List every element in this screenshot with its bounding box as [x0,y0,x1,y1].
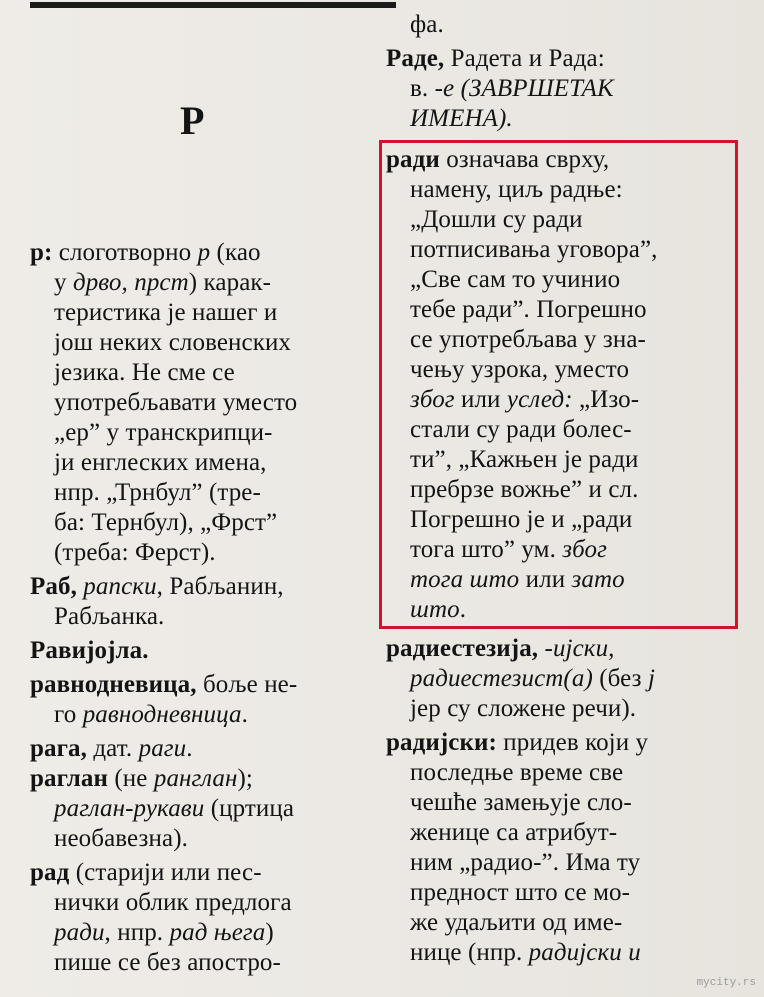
italic-segment: -е (ЗАВРШЕТАК [434,75,614,102]
entry-r-line-4: још неких словенских [54,329,292,356]
text-segment: боље не- [196,671,298,698]
text-segment: го [54,701,83,728]
headword: радиестезија, [386,635,539,662]
headword: ради [386,146,440,173]
entry-radijski-line-3: чешће замењује сло- [410,789,632,816]
text-segment: нице (нпр. [410,939,529,966]
text-segment: „Изо- [572,386,640,413]
watermark: mycity.rs [696,977,756,989]
text-segment: (цртица [204,795,295,822]
text-segment: означава сврху, [439,146,610,173]
text-segment: в. [410,75,435,102]
entry-ravnodnevica-line-2 [54,700,248,730]
entry-r-line-9: нпр. „Трнбул” (тре- [54,479,261,506]
entry-rad-line-2: нички облик предлога [54,889,292,916]
headword: раглан [30,765,109,792]
entry-rade-line-2 [410,74,614,104]
italic-segment: р [197,239,211,266]
entry-radi-line-6: тебе ради”. Погрешно [410,296,647,323]
italic-segment: зато [571,566,625,593]
entry-radi-line-11: ти”, „Кажњен је ради [410,446,639,473]
headword: Раб, [30,573,77,600]
entry-r-line-3: теристика је нашег и [54,299,278,326]
entry-rab-line-2: Рабљанка. [54,603,165,630]
italic-segment: -ијски, [544,635,615,662]
entry-radi-line-10: стали су ради болес- [410,416,632,443]
entry-radijski-line-1 [386,728,648,758]
italic-segment: раглан-рукави [54,795,205,822]
entry-raglan-line-1 [30,764,253,794]
entry-radijski-line-5: ним „радио-”. Има ту [410,849,641,876]
entry-rad-line-4: пише се без апостро- [54,949,281,976]
entry-r-line-2 [54,268,271,298]
text-segment: или [454,386,507,413]
entry-r-line-5: језика. Не сме се [54,359,235,386]
section-letter: Р [180,98,205,143]
headword: Раде, [386,45,445,72]
text-segment: тога што” ум. [410,536,563,563]
text-segment: . [241,701,248,728]
headword: р: [30,239,53,266]
text-segment: ) карак- [188,269,272,296]
italic-segment: ј [647,665,656,692]
text-segment: придев који у [496,729,649,756]
entry-radi-line-3: „Дошли су ради [410,206,583,233]
entry-ravnodnevica-line-1 [30,670,297,700]
italic-segment: рад њега [169,919,266,946]
italic-segment: ради [54,919,105,946]
text-segment: (као [210,239,261,266]
italic-segment: рапски [83,573,157,600]
headword: равнодневица, [30,671,197,698]
text-segment: , Рабљанин, [156,573,284,600]
entry-radi-line-2: намену, циљ радње: [410,176,623,203]
entry-raga [30,734,193,764]
text-segment: ); [237,765,253,792]
highlight-frame [379,140,738,629]
entry-rade-line-1 [386,44,605,74]
headword: рад [30,859,70,886]
entry-raglan-line-3: необавезна). [54,825,188,852]
top-rule [30,2,396,8]
text-segment: . [459,596,467,623]
italic-segment: радиестезист(а) [410,665,593,692]
italic-segment: тога што [410,566,520,593]
entry-radi-line-4: потписивања уговора”, [410,236,658,263]
entry-radijski-line-8 [410,938,641,968]
text-segment: Радета и Рада: [444,45,605,72]
text-segment: (без [592,665,648,692]
entry-radijski-line-2: последње време све [410,759,624,786]
text-segment: дат. [87,735,139,762]
entry-rab-line-1 [30,572,284,602]
entry-radi-line-8: чењу узрока, уместо [410,356,630,383]
entry-radijski-line-4: женице са атрибут- [410,819,618,846]
text-segment: (старији или пес- [69,859,262,886]
entry-radi-line-13: Погрешно је и „ради [410,506,633,533]
entry-radi-line-5: „Све сам то учинио [410,266,621,293]
entry-radijski-line-7: же удаљити од име- [410,909,623,936]
entry-radiestezija-line-2 [410,664,655,694]
entry-r-line-7: „ер” у транскрипци- [54,419,273,446]
text-segment: . [186,735,193,762]
italic-segment: радијски и [528,939,641,966]
entry-r-line-11: (треба: Ферст). [54,539,216,566]
entry-raglan-line-2 [54,794,294,824]
entry-radiestezija-line-3: јер су сложене речи). [410,695,637,722]
entry-radijski-line-6: предност што се мо- [410,879,631,906]
entry-r-line-8: ји енглеских имена, [54,449,267,476]
text-segment: , нпр. [104,919,170,946]
right-line-1: фа. [410,11,444,38]
entry-radiestezija-line-1 [386,634,615,664]
text-segment: или [519,566,572,593]
italic-segment: ранглан [153,765,238,792]
text-segment: у [54,269,73,296]
italic-segment: што [410,596,460,623]
text-segment: ) [265,919,274,946]
entry-rad-line-3 [54,918,274,948]
entry-r-line-1 [30,238,261,268]
italic-segment: раги [138,735,187,762]
italic-segment: дрво, прст [72,269,189,296]
entry-r-line-6: употребљавати уместо [54,389,298,416]
entry-rad-line-1 [30,858,262,888]
italic-segment: због [410,386,455,413]
entry-rade-line-3: ИМЕНА). [410,105,513,132]
headword: радијски: [386,729,497,756]
headword: рага, [30,735,88,762]
italic-segment: због [562,536,607,563]
text-segment: (не [108,765,154,792]
italic-segment: равнодневница [82,701,242,728]
entry-ravijojla: Равијојла. [30,637,149,664]
entry-radi-line-7: се употребљава у зна- [410,326,646,353]
text-segment: слоготворно [52,239,198,266]
entry-r-line-10: ба: Тернбул), „Фрст” [54,509,278,536]
entry-radi-line-12: пребрзе вожње” и сл. [410,476,639,503]
italic-segment: услед: [506,386,573,413]
